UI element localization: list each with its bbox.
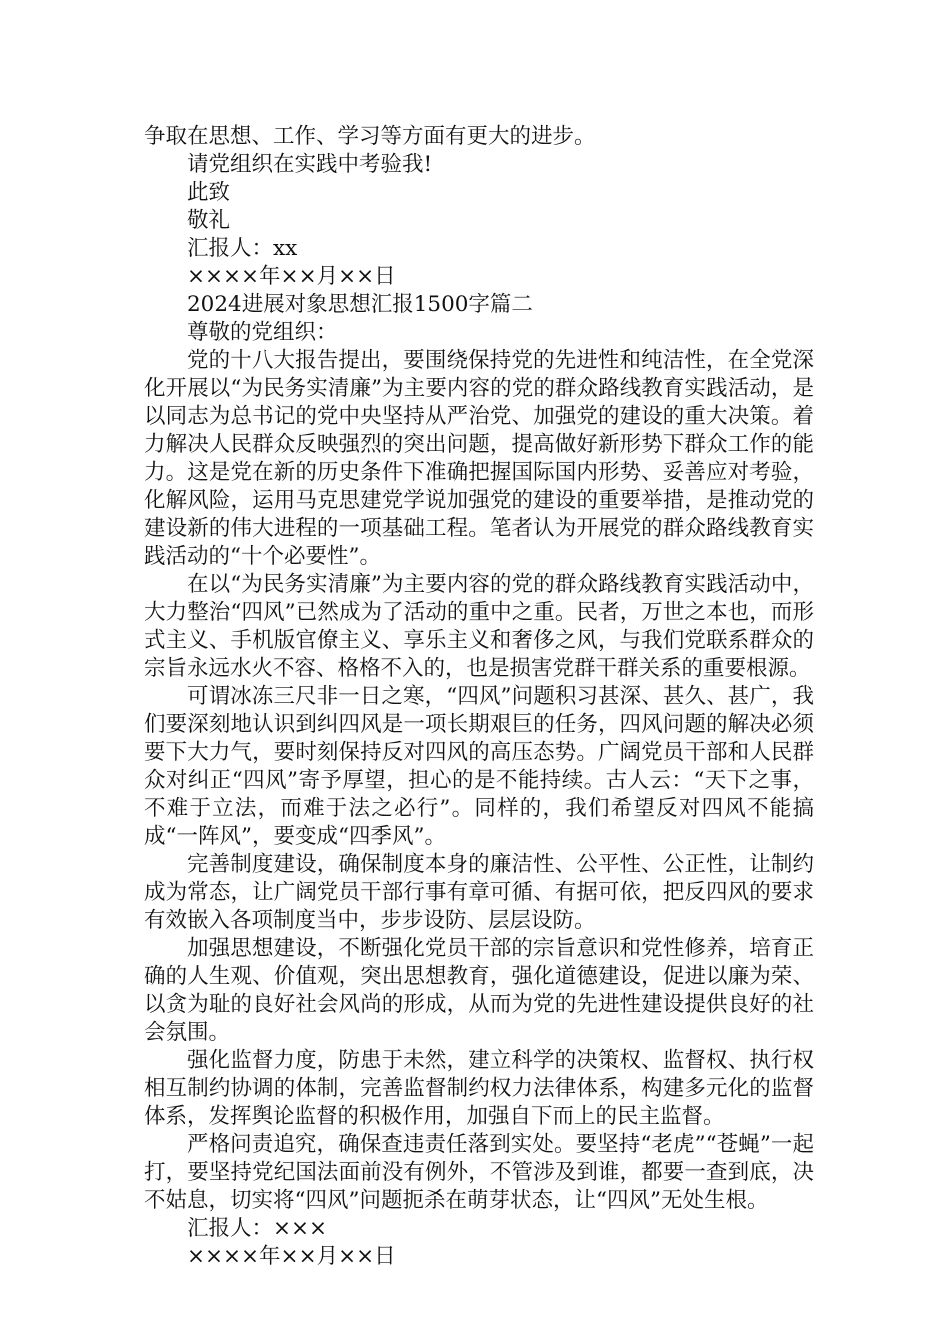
reporter-signature: 汇报人：××× xyxy=(187,1216,328,1241)
body-paragraph: 在以“为民务实清廉”为主要内容的党的群众路线教育实践活动中，大力整治“四风”已然成为了活动的重中之重。民者，万世之本也，而形式主义、手机版官僚主义、享乐主义和奢侈之风，与我们党联系群众的宗旨永远水火不容、格格不入的，也是损害党群干群关系的重要根源。 xyxy=(144,572,814,681)
body-paragraph: 党的十八大报告提出，要围绕保持党的先进性和纯洁性，在全党深化开展以“为民务实清廉”为主要内容的党的群众路线教育实践活动，是以同志为总书记的党中央坚持从严治党、加强党的建设的重大决策。着力解决人民群众反映强烈的突出问题，提高做好新形势下群众工作的能力。这是党在新的历史条件下准确把握国际国内形势、妥善应对考验，化解风险，运用马克思建党学说加强党的建设的重要举措，是推动党的建设新的伟大进程的一项基础工程。笔者认为开展党的群众路线教育实践活动的“十个必要性”。 xyxy=(144,348,814,569)
report-date: ××××年××月××日 xyxy=(187,1244,396,1269)
reporter-signature: 汇报人：xx xyxy=(187,236,298,261)
closing-salutation: 此致 xyxy=(187,180,231,205)
paragraph-request: 请党组织在实践中考验我! xyxy=(187,152,433,177)
report-date: ××××年××月××日 xyxy=(187,264,396,289)
body-paragraph: 可谓冰冻三尺非一日之寒，“四风”问题积习甚深、甚久、甚广，我们要深刻地认识到纠四风是一项长期艰巨的任务，四风问题的解决必须要下大力气，要时刻保持反对四风的高压态势。广阔党员干部和人民群众对纠正“四风”寄予厚望，担心的是不能持续。古人云：“天下之事，不难于立法，而难于法之必行”。同样的，我们希望反对四风不能搞成“一阵风”，要变成“四季风”。 xyxy=(144,684,814,849)
document-body xyxy=(144,123,814,1271)
closing-regards: 敬礼 xyxy=(187,208,231,233)
paragraph-continuation: 争取在思想、工作、学习等方面有更大的进步。 xyxy=(144,124,596,149)
body-paragraph: 严格问责追究，确保查违责任落到实处。要坚持“老虎”“苍蝇”一起打，要坚持党纪国法面前没有例外，不管涉及到谁，都要一查到底，决不姑息，切实将“四风”问题扼杀在萌芽状态，让“四风”无处生根。 xyxy=(144,1132,814,1213)
section-heading: 2024进展对象思想汇报1500字篇二 xyxy=(187,292,533,317)
body-paragraph: 强化监督力度，防患于未然，建立科学的决策权、监督权、执行权相互制约协调的体制，完善监督制约权力法律体系，构建多元化的监督体系，发挥舆论监督的积极作用，加强自下而上的民主监督。 xyxy=(144,1048,814,1129)
body-paragraph: 加强思想建设，不断强化党员干部的宗旨意识和党性修养，培育正确的人生观、价值观，突出思想教育，强化道德建设，促进以廉为荣、以贪为耻的良好社会风尚的形成，从而为党的先进性建设提供良好的社会氛围。 xyxy=(144,936,814,1045)
body-paragraph: 完善制度建设，确保制度本身的廉洁性、公平性、公正性，让制约成为常态，让广阔党员干部行事有章可循、有据可依，把反四风的要求有效嵌入各项制度当中，步步设防、层层设防。 xyxy=(144,852,814,933)
greeting: 尊敬的党组织： xyxy=(187,320,338,345)
